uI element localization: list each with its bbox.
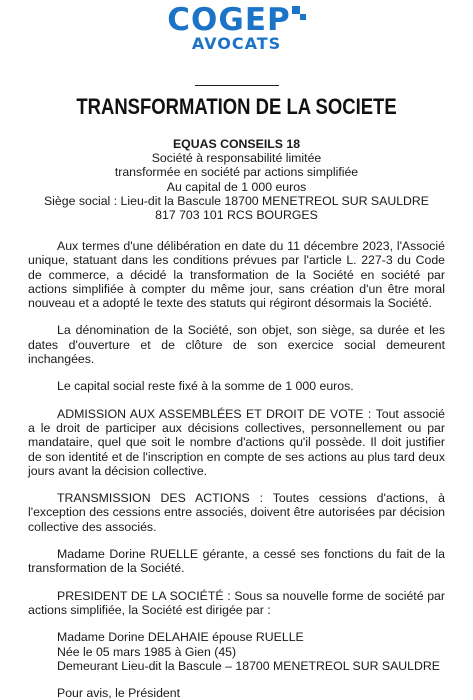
- logo-subtitle: AVOCATS: [191, 34, 282, 53]
- paragraph-gerante: Madame Dorine RUELLE gérante, a cessé ses fonctions du fait de la transformation de la Société.: [28, 547, 445, 576]
- logo-wordmark: [167, 4, 305, 37]
- logo-squares-icon: [292, 6, 306, 20]
- company-line: transformée en société par actions simplifiée: [114, 165, 359, 180]
- company-line: Siège social : Lieu-dit la Bascule 18700 MENETREOL SUR SAULDRE: [43, 193, 430, 208]
- president-details: [28, 630, 445, 673]
- paragraph-transmission: TRANSMISSION DES ACTIONS : Toutes cessions d'actions, à l'exception des cessions entre associés, doivent être autorisées par décision collective des associés.: [28, 491, 445, 534]
- president-birth: Née le 05 mars 1985 à Gien (45): [57, 644, 237, 659]
- notice-body: [28, 239, 445, 700]
- company-line: Société à responsabilité limitée: [151, 151, 322, 166]
- paragraph-denomination: La dénomination de la Société, son objet, son siège, sa durée et les dates d'ouverture et de clôture de son exercice social demeurent inchangées.: [28, 323, 445, 367]
- company-name: EQUAS CONSEILS 18: [172, 137, 301, 151]
- president-name: Madame Dorine DELAHAIE épouse RUELLE: [57, 630, 304, 645]
- company-header: [0, 137, 473, 222]
- closing-signature: Pour avis, le Président: [57, 686, 181, 700]
- company-line: 817 703 101 RCS BOURGES: [155, 208, 318, 223]
- paragraph-president: PRESIDENT DE LA SOCIÉTÉ : Sous sa nouvelle forme de société par actions simplifiée, la Société est dirigée par :: [28, 588, 445, 617]
- page-title: TRANSFORMATION DE LA SOCIETE: [76, 94, 397, 119]
- paragraph-admission: ADMISSION AUX ASSEMBLÉES ET DROIT DE VOTE : Tout associé a le droit de participer aux décisions collectives, personnellement ou par mandataire, quel que soit le nombre d'actions qu'il possède. Il doit justifier de son identité et de l'inscription en compte de ses actions au plus tard deux jours avant la décision collective.: [28, 406, 445, 478]
- paragraph-capital: Le capital social reste fixé à la somme de 1 000 euros.: [57, 379, 354, 394]
- cogep-logo: [0, 4, 473, 53]
- logo-main-text: COGEP: [167, 2, 291, 38]
- title-divider: [195, 85, 279, 86]
- paragraph-deliberation: Aux termes d'une délibération en date du 11 décembre 2023, l'Associé unique, statuant dans les conditions prévues par l'article L. 227-3 du Code de commerce, a décidé la transformation de la Société en société par actions simplifiée à compter du même jour, sans création d'un être moral nouveau et a adopté le texte des statuts qui régiront désormais la Société.: [28, 239, 445, 311]
- president-address: Demeurant Lieu-dit la Bascule – 18700 MENETREOL SUR SAULDRE: [57, 658, 440, 673]
- company-line: Au capital de 1 000 euros: [166, 179, 307, 194]
